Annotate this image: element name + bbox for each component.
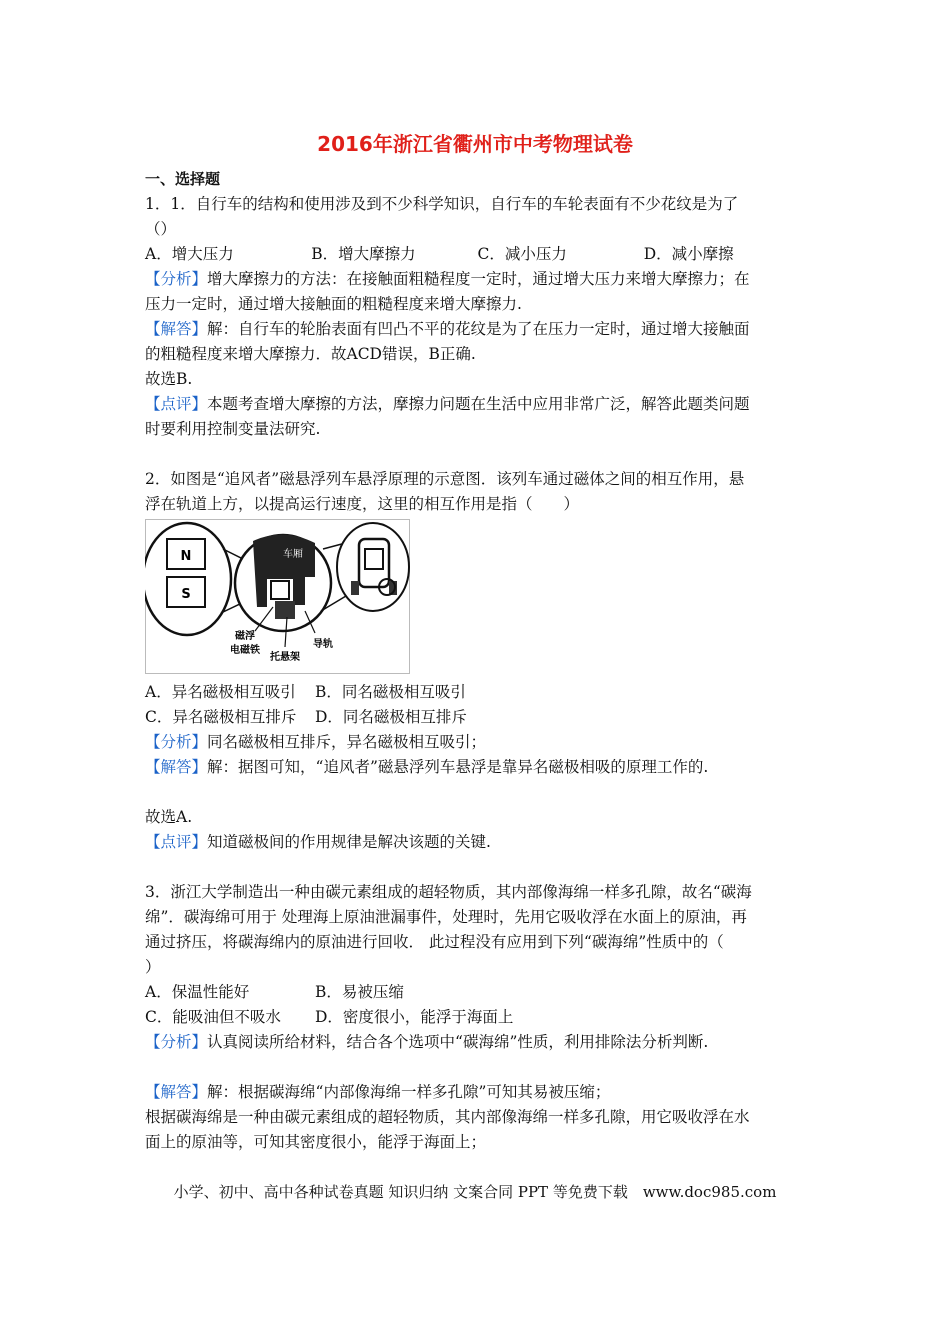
q2-stem-line1: 2．如图是“追风者”磁悬浮列车悬浮原理的示意图．该列车通过磁体之间的相互作用，悬 (145, 470, 745, 488)
q1-analysis-text: 增大摩擦力的方法：在接触面粗糙程度一定时，通过增大压力来增大摩擦力；在 (207, 270, 750, 288)
q3-analysis (145, 1030, 810, 1055)
q3-stem-line1: 3．浙江大学制造出一种由碳元素组成的超轻物质，其内部像海绵一样多孔隙，故名“碳海 (145, 883, 752, 901)
comment-tag: 【点评】 (145, 395, 208, 413)
q2-option-a: A．异名磁极相互吸引 (145, 683, 296, 701)
analysis-tag: 【分析】 (145, 270, 208, 288)
q3-answer (145, 1080, 810, 1105)
q3-analysis-text: 认真阅读所给材料，结合各个选项中“碳海绵”性质，利用排除法分析判断. (207, 1033, 709, 1051)
q1-stem-line1: 1．1．自行车的结构和使用涉及到不少科学知识，自行车的车轮表面有不少花纹是为了 (145, 195, 739, 213)
q3-answer-text: 解：根据碳海绵“内部像海绵一样多孔隙”可知其易被压缩； (207, 1083, 611, 1101)
q1-option-a: A．增大压力 (145, 245, 234, 263)
magnet-label-2: 电磁铁 (230, 645, 260, 656)
q3-options-row1 (145, 980, 810, 1005)
q3-stem-line2: 绵”．碳海绵可用于 处理海上原油泄漏事件，处理时，先用它吸收浮在水面上的原油，再 (145, 908, 747, 926)
q1-analysis-line2: 压力一定时，通过增大接触面的粗糙程度来增大摩擦力. (145, 295, 522, 313)
q1-option-c: C．减小压力 (477, 245, 567, 263)
q2-option-c: C．异名磁极相互排斥 (145, 708, 297, 726)
analysis-tag: 【分析】 (145, 733, 208, 751)
q2-comment-text: 知道磁极间的作用规律是解决该题的关键. (207, 833, 491, 851)
q2-analysis-text: 同名磁极相互排斥，异名磁极相互吸引； (207, 733, 487, 751)
q3-option-a: A．保温性能好 (145, 983, 250, 1001)
q2-comment (145, 830, 810, 855)
q2-answer (145, 755, 810, 780)
answer-tag: 【解答】 (145, 1083, 208, 1101)
q1-analysis (145, 267, 810, 292)
car-label: 车厢 (283, 549, 303, 560)
q1-answer-line2: 的粗糙程度来增大摩擦力．故ACD错误，B正确. (145, 345, 476, 363)
q1-options (145, 242, 810, 267)
s-pole-label: S (181, 587, 191, 602)
q1-option-d: D．减小摩擦 (643, 245, 734, 263)
page-footer: 小学、初中、高中各种试卷真题 知识归纳 文案合同 PPT 等免费下载 www.doc985.com (173, 1183, 777, 1201)
q2-choice: 故选A. (145, 808, 193, 826)
q2-answer-text: 解：据图可知，“追风者”磁悬浮列车悬浮是靠异名磁极相吸的原理工作的. (207, 758, 709, 776)
q3-stem-line3: 通过挤压，将碳海绵内的原油进行回收． 此过程没有应用到下列“碳海绵”性质中的（ (145, 933, 724, 951)
exam-content (145, 167, 810, 1155)
page-title: 2016年浙江省衢州市中考物理试卷 (317, 132, 633, 156)
q1-stem-line2: （） (145, 220, 177, 238)
maglev-diagram-svg (145, 519, 410, 674)
rail-label: 导轨 (313, 639, 333, 650)
comment-tag: 【点评】 (145, 833, 208, 851)
analysis-tag: 【分析】 (145, 1033, 208, 1051)
frame-label: 托悬架 (270, 652, 300, 663)
q2-option-d: D．同名磁极相互排斥 (315, 708, 467, 726)
q3-stem-line4: ） (145, 958, 161, 976)
q1-answer (145, 317, 810, 342)
magnet-label-1: 磁浮 (235, 631, 255, 642)
answer-tag: 【解答】 (145, 320, 208, 338)
q3-option-c: C．能吸油但不吸水 (145, 1008, 281, 1026)
q2-options-row1 (145, 680, 810, 705)
q1-comment (145, 392, 810, 417)
q2-option-b: B．同名磁极相互吸引 (315, 683, 466, 701)
q2-options-row2 (145, 705, 810, 730)
maglev-diagram (145, 519, 410, 674)
q2-analysis (145, 730, 810, 755)
q1-option-b: B．增大摩擦力 (311, 245, 416, 263)
q3-answer-line3: 面上的原油等，可知其密度很小，能浮于海面上； (145, 1133, 487, 1151)
section-heading: 一、选择题 (145, 170, 221, 188)
q3-answer-line2: 根据碳海绵是一种由碳元素组成的超轻物质，其内部像海绵一样多孔隙，用它吸收浮在水 (145, 1108, 750, 1126)
q1-comment-text: 本题考查增大摩擦的方法，摩擦力问题在生活中应用非常广泛，解答此题类问题 (207, 395, 750, 413)
q1-answer-text: 解：自行车的轮胎表面有凹凸不平的花纹是为了在压力一定时，通过增大接触面 (207, 320, 750, 338)
q2-stem-line2: 浮在轨道上方，以提高运行速度，这里的相互作用是指（ ） (145, 495, 580, 513)
q3-option-b: B．易被压缩 (315, 983, 404, 1001)
q1-comment-line2: 时要利用控制变量法研究. (145, 420, 321, 438)
n-pole-label: N (180, 549, 192, 564)
answer-tag: 【解答】 (145, 758, 208, 776)
q3-option-d: D．密度很小，能浮于海面上 (315, 1008, 514, 1026)
q3-options-row2 (145, 1005, 810, 1030)
q1-choice: 故选B. (145, 370, 193, 388)
